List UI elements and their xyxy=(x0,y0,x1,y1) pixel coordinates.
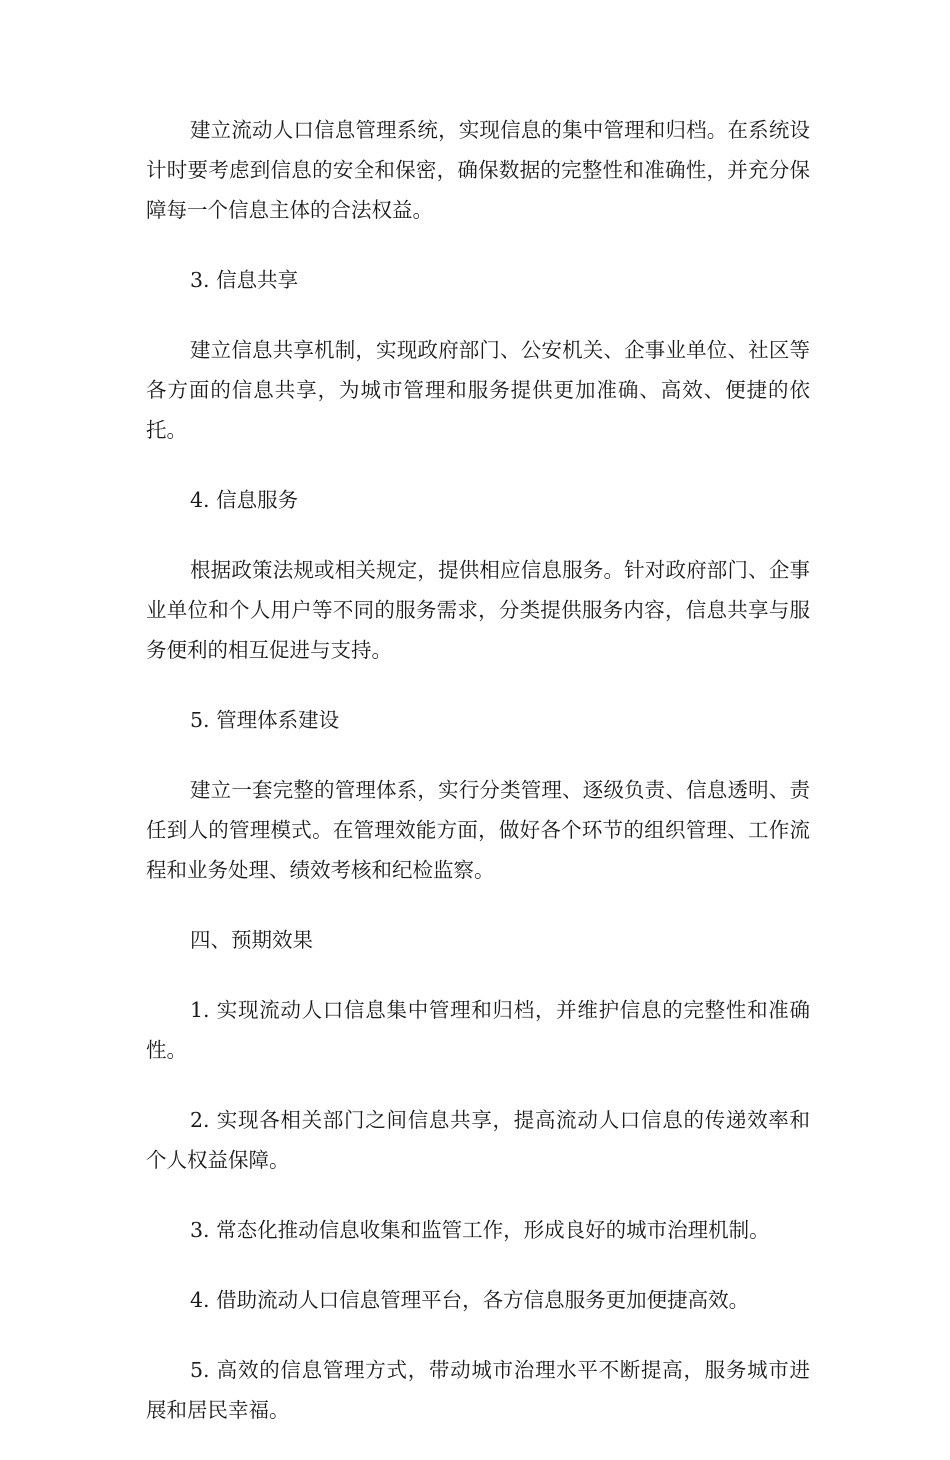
list-item-effect-2: 2. 实现各相关部门之间信息共享，提高流动人口信息的传递效率和个人权益保障。 xyxy=(146,1108,810,1172)
heading-management-system: 5. 管理体系建设 xyxy=(190,708,340,732)
heading-expected-effects: 四、预期效果 xyxy=(190,928,313,952)
list-item-effect-4: 4. 借助流动人口信息管理平台，各方信息服务更加便捷高效。 xyxy=(190,1288,750,1312)
paragraph-info-sharing: 建立信息共享机制，实现政府部门、公安机关、企事业单位、社区等各方面的信息共享，为城市管理和服务提供更加准确、高效、便捷的依托。 xyxy=(146,338,810,442)
heading-info-sharing: 3. 信息共享 xyxy=(190,268,299,292)
list-item-effect-5: 5. 高效的信息管理方式，带动城市治理水平不断提高，服务城市进展和居民幸福。 xyxy=(146,1358,810,1422)
list-item-effect-1: 1. 实现流动人口信息集中管理和归档，并维护信息的完整性和准确性。 xyxy=(146,998,810,1062)
paragraph-management-system: 建立一套完整的管理体系，实行分类管理、逐级负责、信息透明、责任到人的管理模式。在管理效能方面，做好各个环节的组织管理、工作流程和业务处理、绩效考核和纪检监察。 xyxy=(146,778,810,882)
heading-info-service: 4. 信息服务 xyxy=(190,488,299,512)
paragraph-system-design: 建立流动人口信息管理系统，实现信息的集中管理和归档。在系统设计时要考虑到信息的安全和保密，确保数据的完整性和准确性，并充分保障每一个信息主体的合法权益。 xyxy=(146,118,810,222)
paragraph-info-service: 根据政策法规或相关规定，提供相应信息服务。针对政府部门、企事业单位和个人用户等不同的服务需求，分类提供服务内容，信息共享与服务便利的相互促进与支持。 xyxy=(146,558,810,662)
document-body xyxy=(146,110,810,1460)
list-item-effect-3: 3. 常态化推动信息收集和监管工作，形成良好的城市治理机制。 xyxy=(190,1218,770,1242)
